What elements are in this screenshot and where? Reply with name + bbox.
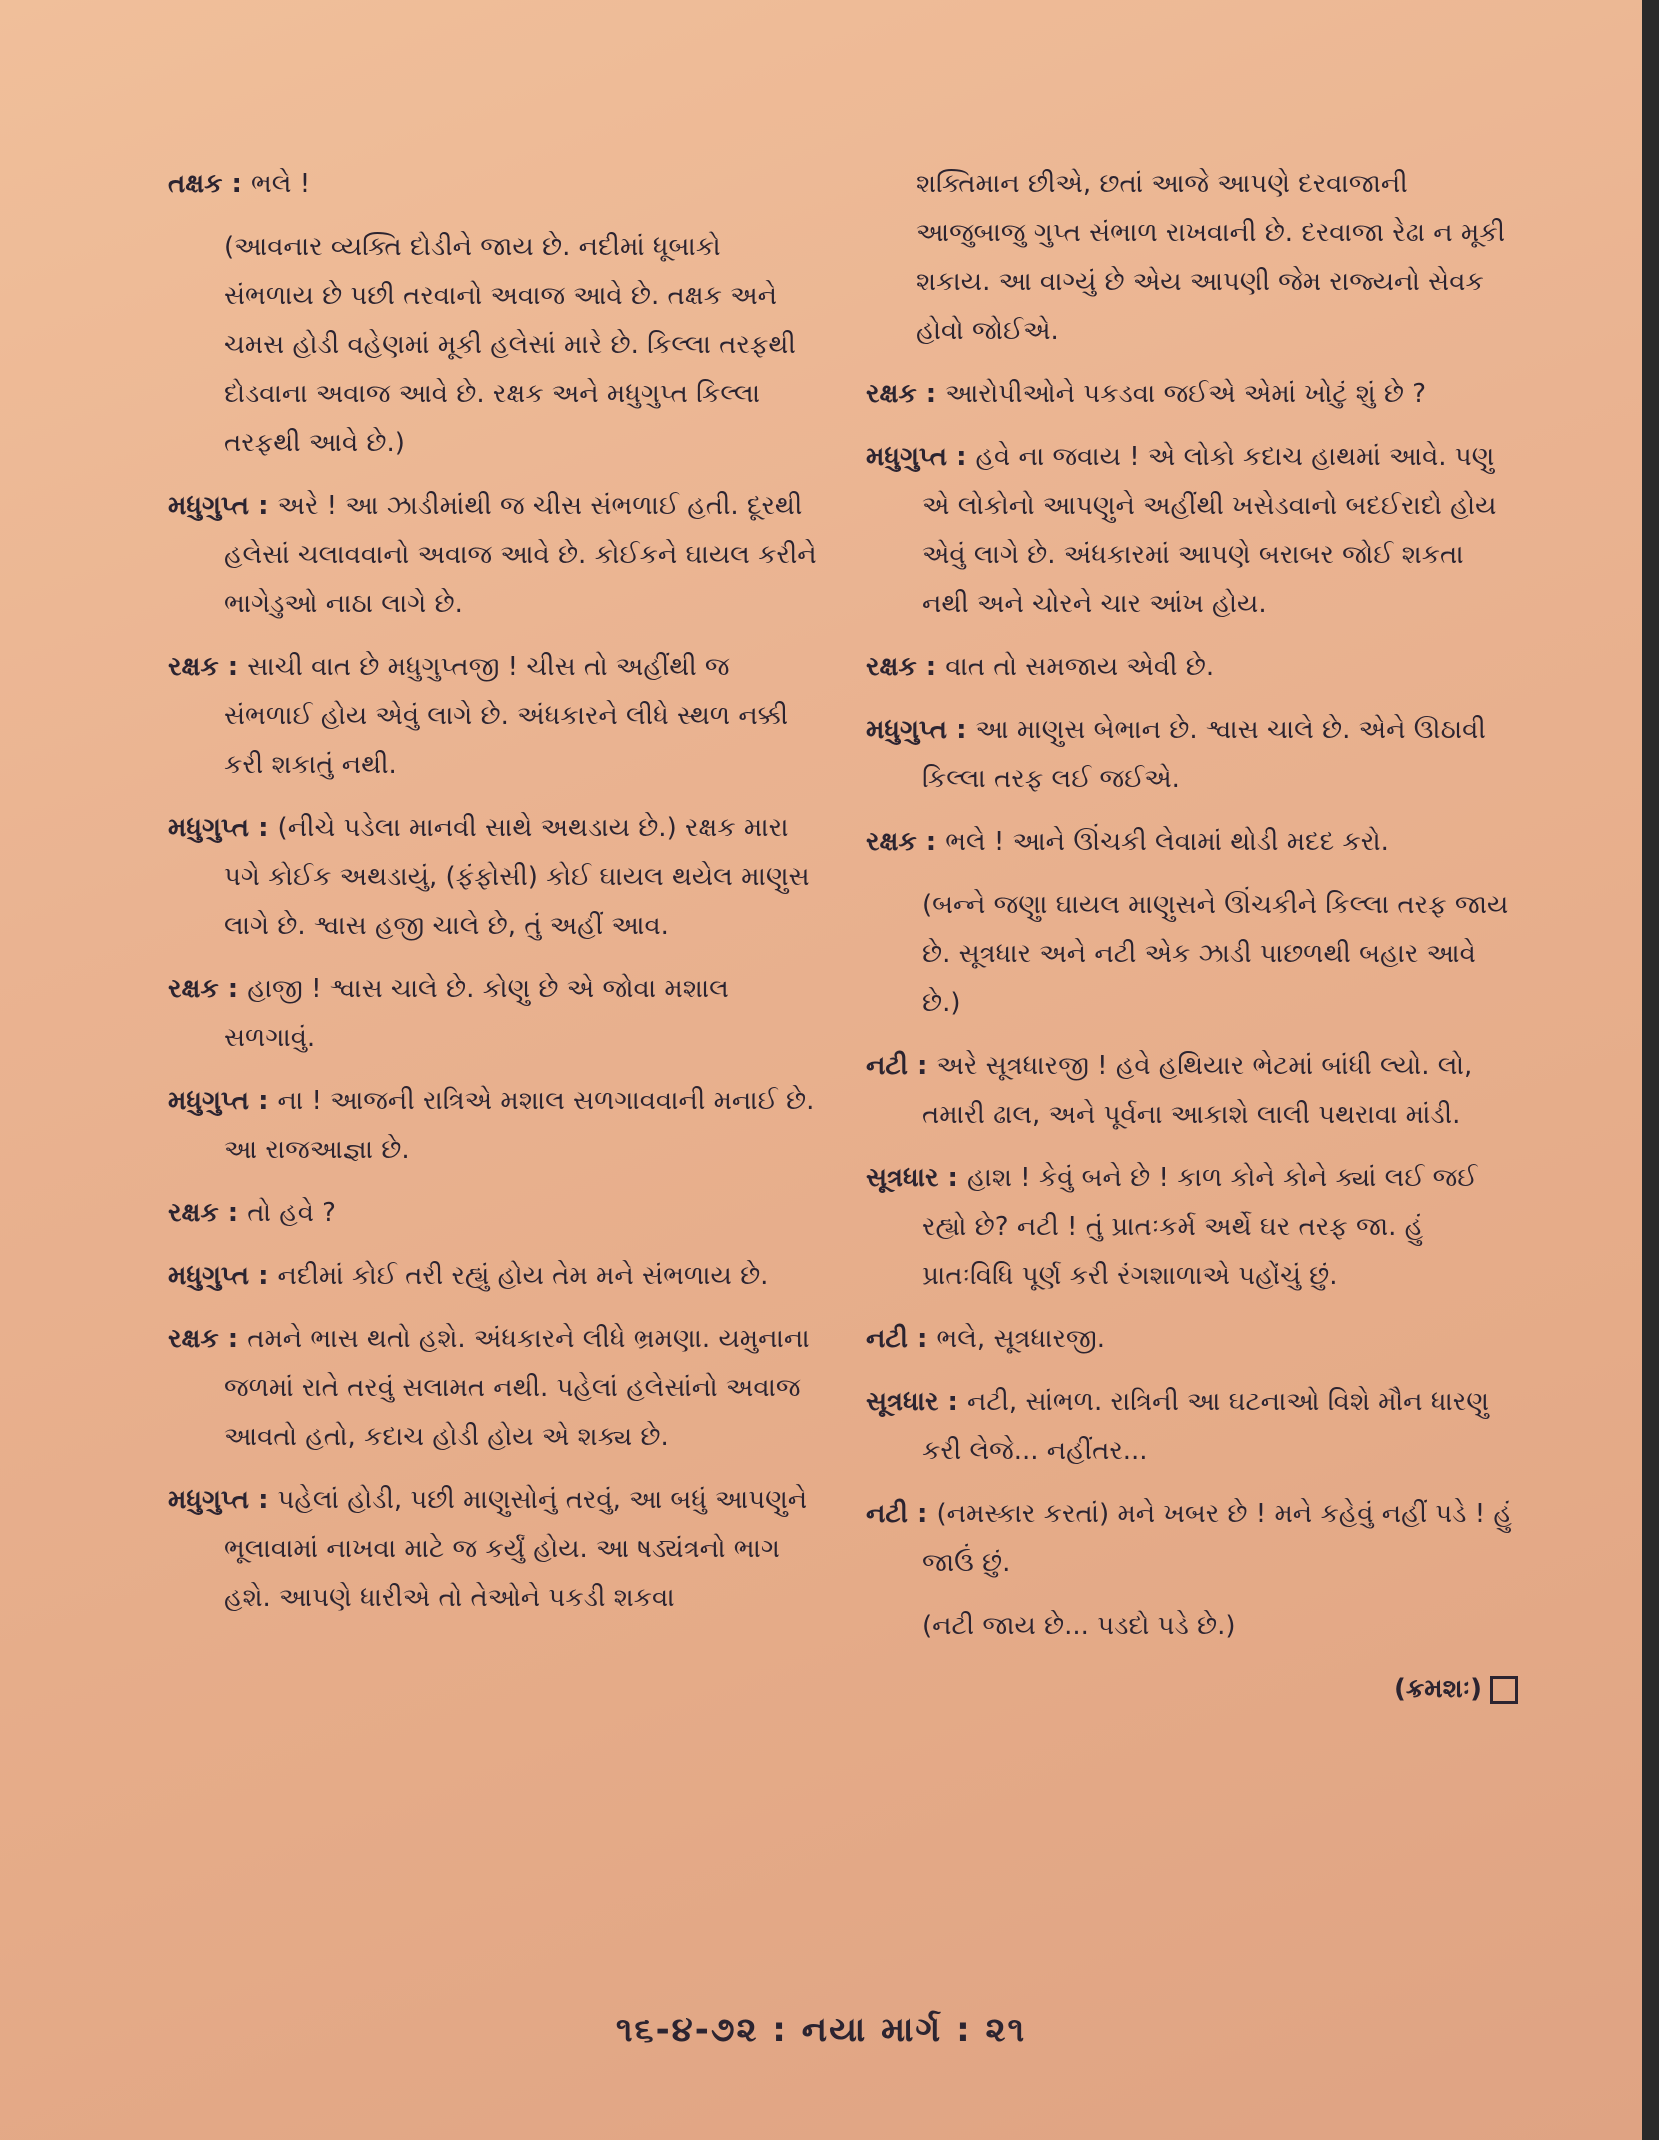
dialogue-line — [168, 1476, 818, 1623]
speaker-name: મધુગુપ્ત — [168, 813, 250, 843]
speaker-name: સૂત્રધાર — [866, 1387, 939, 1417]
page-footer: ૧૬-૪-૭૨ : નયા માર્ગ : ૨૧ — [615, 2010, 1027, 2050]
stage-direction: (બન્ને જણુા ઘાયલ માણુસને ઊંચકીને કિલ્લા તરફ જાય છે. સૂત્રધાર અને નટી એક ઝાડી પાછળથી બહાર આવે છે.) — [922, 890, 1509, 1018]
dialogue-line — [168, 1077, 818, 1175]
speaker-separator: : — [249, 1086, 278, 1116]
to-be-continued — [866, 1665, 1518, 1714]
dialogue-line — [866, 643, 1518, 692]
speaker-separator: : — [907, 1499, 937, 1529]
dialogue-line — [866, 706, 1518, 804]
dialogue-text: તો હવે ? — [247, 1198, 336, 1228]
speaker-name: સૂત્રધાર — [866, 1163, 939, 1193]
speaker-separator: : — [947, 442, 976, 472]
dialogue-text: ના ! આજની રાત્રિએ મશાલ સળગાવવાની મનાઈ છે. આ રાજઆજ્ઞા છે. — [224, 1086, 815, 1165]
speaker-separator: : — [222, 169, 251, 199]
speaker-name: તક્ષક — [168, 169, 223, 199]
continued-text: શક્તિમાન છીએ, છતાં આજે આપણે દરવાજાની આજુબાજુ ગુપ્ત સંભાળ રાખવાની છે. દરવાજા રેઢા ન મૂકી શકાય. આ વાગ્યું છે એય આપણી જેમ રાજ્યનો સેવક હોવો જોઈએ. — [916, 169, 1506, 346]
dialogue-text: પહેલાં હોડી, પછી માણુસોનું તરવું, આ બધું આપણુને ભૂલાવામાં નાખવા માટે જ કર્યું હોય. આ ષડ્યંત્રનો ભાગ હશે. આપણે ધારીએ તો તેઓને પકડી શકવા — [224, 1485, 808, 1613]
dialogue-line — [168, 160, 818, 209]
dialogue-text: ભલે ! આને ઊંચકી લેવામાં થોડી મદદ કરો. — [945, 827, 1389, 857]
speaker-name: નટી — [866, 1324, 908, 1354]
speaker-separator: : — [218, 652, 248, 682]
speaker-separator: : — [916, 379, 946, 409]
speaker-separator: : — [218, 1198, 248, 1228]
speaker-name: નટી — [866, 1051, 908, 1081]
right-column — [866, 160, 1518, 1714]
dialogue-text: ભલે, સૂત્રધારજી. — [936, 1324, 1106, 1354]
speaker-separator: : — [916, 652, 946, 682]
dialogue-line — [866, 818, 1518, 867]
dialogue-line — [168, 1252, 818, 1301]
dialogue-line — [866, 370, 1518, 419]
speaker-separator: : — [938, 1387, 967, 1417]
speaker-separator: : — [249, 491, 278, 521]
dialogue-text: તમને ભાસ થતો હશે. અંધકારને લીધે ભ્રમણા. યમુનાના જળમાં રાતે તરવું સલામત નથી. પહેલાં હલેસાંનો અવાજ આવતો હતો, કદાચ હોડી હોય એ શક્ય છે. — [224, 1324, 810, 1452]
to-be-continued-label: (ક્રમશઃ) — [1394, 1674, 1482, 1704]
speaker-name: નટી — [866, 1499, 908, 1529]
dialogue-text: નટી, સાંભળ. રાત્રિની આ ઘટનાઓ વિશે મૌન ધારણુ કરી લેજે... નહીંતર... — [922, 1387, 1489, 1466]
end-square-icon — [1490, 1676, 1518, 1704]
speaker-name: મધુગુપ્ત — [866, 442, 948, 472]
speaker-name: મધુગુપ્ત — [168, 1261, 250, 1291]
scan-edge — [1642, 0, 1659, 2140]
dialogue-line — [866, 433, 1518, 629]
dialogue-text: હાશ ! કેવું બને છે ! કાળ કોને કોને ક્યાં લઈ જઈ રહ્યો છે? નટી ! તું પ્રાતઃકર્મ અર્થે ઘર તરફ જા. હું પ્રાતઃવિધિ પૂર્ણ કરી રંગશાળાએ પહોંચું છું. — [922, 1163, 1478, 1291]
speaker-name: રક્ષક — [168, 1324, 219, 1354]
speaker-name: રક્ષક — [866, 379, 917, 409]
dialogue-line — [168, 482, 818, 629]
speaker-name: રક્ષક — [866, 827, 917, 857]
dialogue-line — [866, 1378, 1518, 1476]
dialogue-line — [168, 643, 818, 790]
dialogue-line — [168, 804, 818, 951]
stage-direction: (નટી જાય છે... પડદો પડે છે.) — [922, 1611, 1236, 1641]
dialogue-line — [866, 1490, 1518, 1588]
speaker-separator: : — [249, 1261, 278, 1291]
speaker-name: રક્ષક — [168, 1198, 219, 1228]
left-column — [168, 160, 818, 1637]
speaker-separator: : — [907, 1324, 937, 1354]
dialogue-line — [866, 1315, 1518, 1364]
dialogue-text: (નમસ્કાર કરતાં) મને ખબર છે ! મને કહેવું નહીં પડે ! હું જાઉં છું. — [922, 1499, 1512, 1578]
speaker-name: મધુગુપ્ત — [866, 715, 948, 745]
dialogue-line — [866, 1042, 1518, 1140]
speaker-separator: : — [249, 813, 278, 843]
speaker-name: મધુગુપ્ત — [168, 1086, 250, 1116]
dialogue-text: સાચી વાત છે મધુગુપ્તજી ! ચીસ તો અહીંથી જ સંભળાઈ હોય એવું લાગે છે. અંધકારને લીધે સ્થળ નક્કી કરી શકાતું નથી. — [224, 652, 789, 780]
speaker-separator: : — [249, 1485, 278, 1515]
speaker-separator: : — [947, 715, 976, 745]
speaker-name: રક્ષક — [168, 652, 219, 682]
dialogue-text: અરે ! આ ઝાડીમાંથી જ ચીસ સંભળાઈ હતી. દૂરથી હલેસાં ચલાવવાનો અવાજ આવે છે. કોઈકને ઘાયલ કરીને ભાગેડુઓ નાઠા લાગે છે. — [224, 491, 817, 619]
dialogue-text: વાત તો સમજાય એવી છે. — [945, 652, 1215, 682]
speaker-separator: : — [218, 974, 248, 1004]
dialogue-text: નદીમાં કોઈ તરી રહ્યું હોય તેમ મને સંભળાય છે. — [277, 1261, 769, 1291]
speaker-name: રક્ષક — [866, 652, 917, 682]
dialogue-text: હવે ના જવાય ! એ લોકો કદાચ હાથમાં આવે. પણુ એ લોકોનો આપણુને અહીંથી ખસેડવાનો બદઈરાદો હોય એવું લાગે છે. અંધકારમાં આપણે બરાબર જોઈ શકતા નથી અને ચોરને ચાર આંખ હોય. — [922, 442, 1497, 619]
speaker-name: મધુગુપ્ત — [168, 1485, 250, 1515]
speaker-separator: : — [938, 1163, 967, 1193]
speaker-name: રક્ષક — [168, 974, 219, 1004]
speaker-separator: : — [218, 1324, 248, 1354]
dialogue-line — [168, 1189, 818, 1238]
dialogue-line — [866, 1154, 1518, 1301]
stage-direction: (આવનાર વ્યક્તિ દોડીને જાય છે. નદીમાં ધૂબાકો સંભળાય છે પછી તરવાનો અવાજ આવે છે. તક્ષક અને ચમસ હોડી વહેણમાં મૂકી હલેસાં મારે છે. કિલ્લા તરફથી દોડવાના અવાજ આવે છે. રક્ષક અને મધુગુપ્ત કિલ્લા તરફથી આવે છે.) — [224, 232, 796, 458]
dialogue-text: અરે સૂત્રધારજી ! હવે હથિયાર ભેટમાં બાંધી લ્યો. લો, તમારી ઢાલ, અને પૂર્વના આકાશે લાલી પથરાવા માંડી. — [922, 1051, 1473, 1130]
dialogue-text: આ માણુસ બેભાન છે. શ્વાસ ચાલે છે. એને ઊઠાવી કિલ્લા તરફ લઈ જઈએ. — [922, 715, 1486, 794]
speaker-separator: : — [916, 827, 946, 857]
speaker-separator: : — [907, 1051, 937, 1081]
dialogue-line — [168, 1315, 818, 1462]
dialogue-line — [168, 965, 818, 1063]
speaker-name: મધુગુપ્ત — [168, 491, 250, 521]
dialogue-text: હાજી ! શ્વાસ ચાલે છે. કોણુ છે એ જોવા મશાલ સળગાવું. — [224, 974, 729, 1053]
dialogue-text: ભલે ! — [251, 169, 311, 199]
dialogue-text: આરોપીઓને પકડવા જઈએ એમાં ખોટું શું છે ? — [945, 379, 1427, 409]
dialogue-text: (નીચે પડેલા માનવી સાથે અથડાય છે.) રક્ષક મારા પગે કોઈક અથડાયું, (ફંફોસી) કોઈ ઘાયલ થયેલ માણુસ લાગે છે. શ્વાસ હજી ચાલે છે, તું અહીં આવ. — [224, 813, 810, 941]
